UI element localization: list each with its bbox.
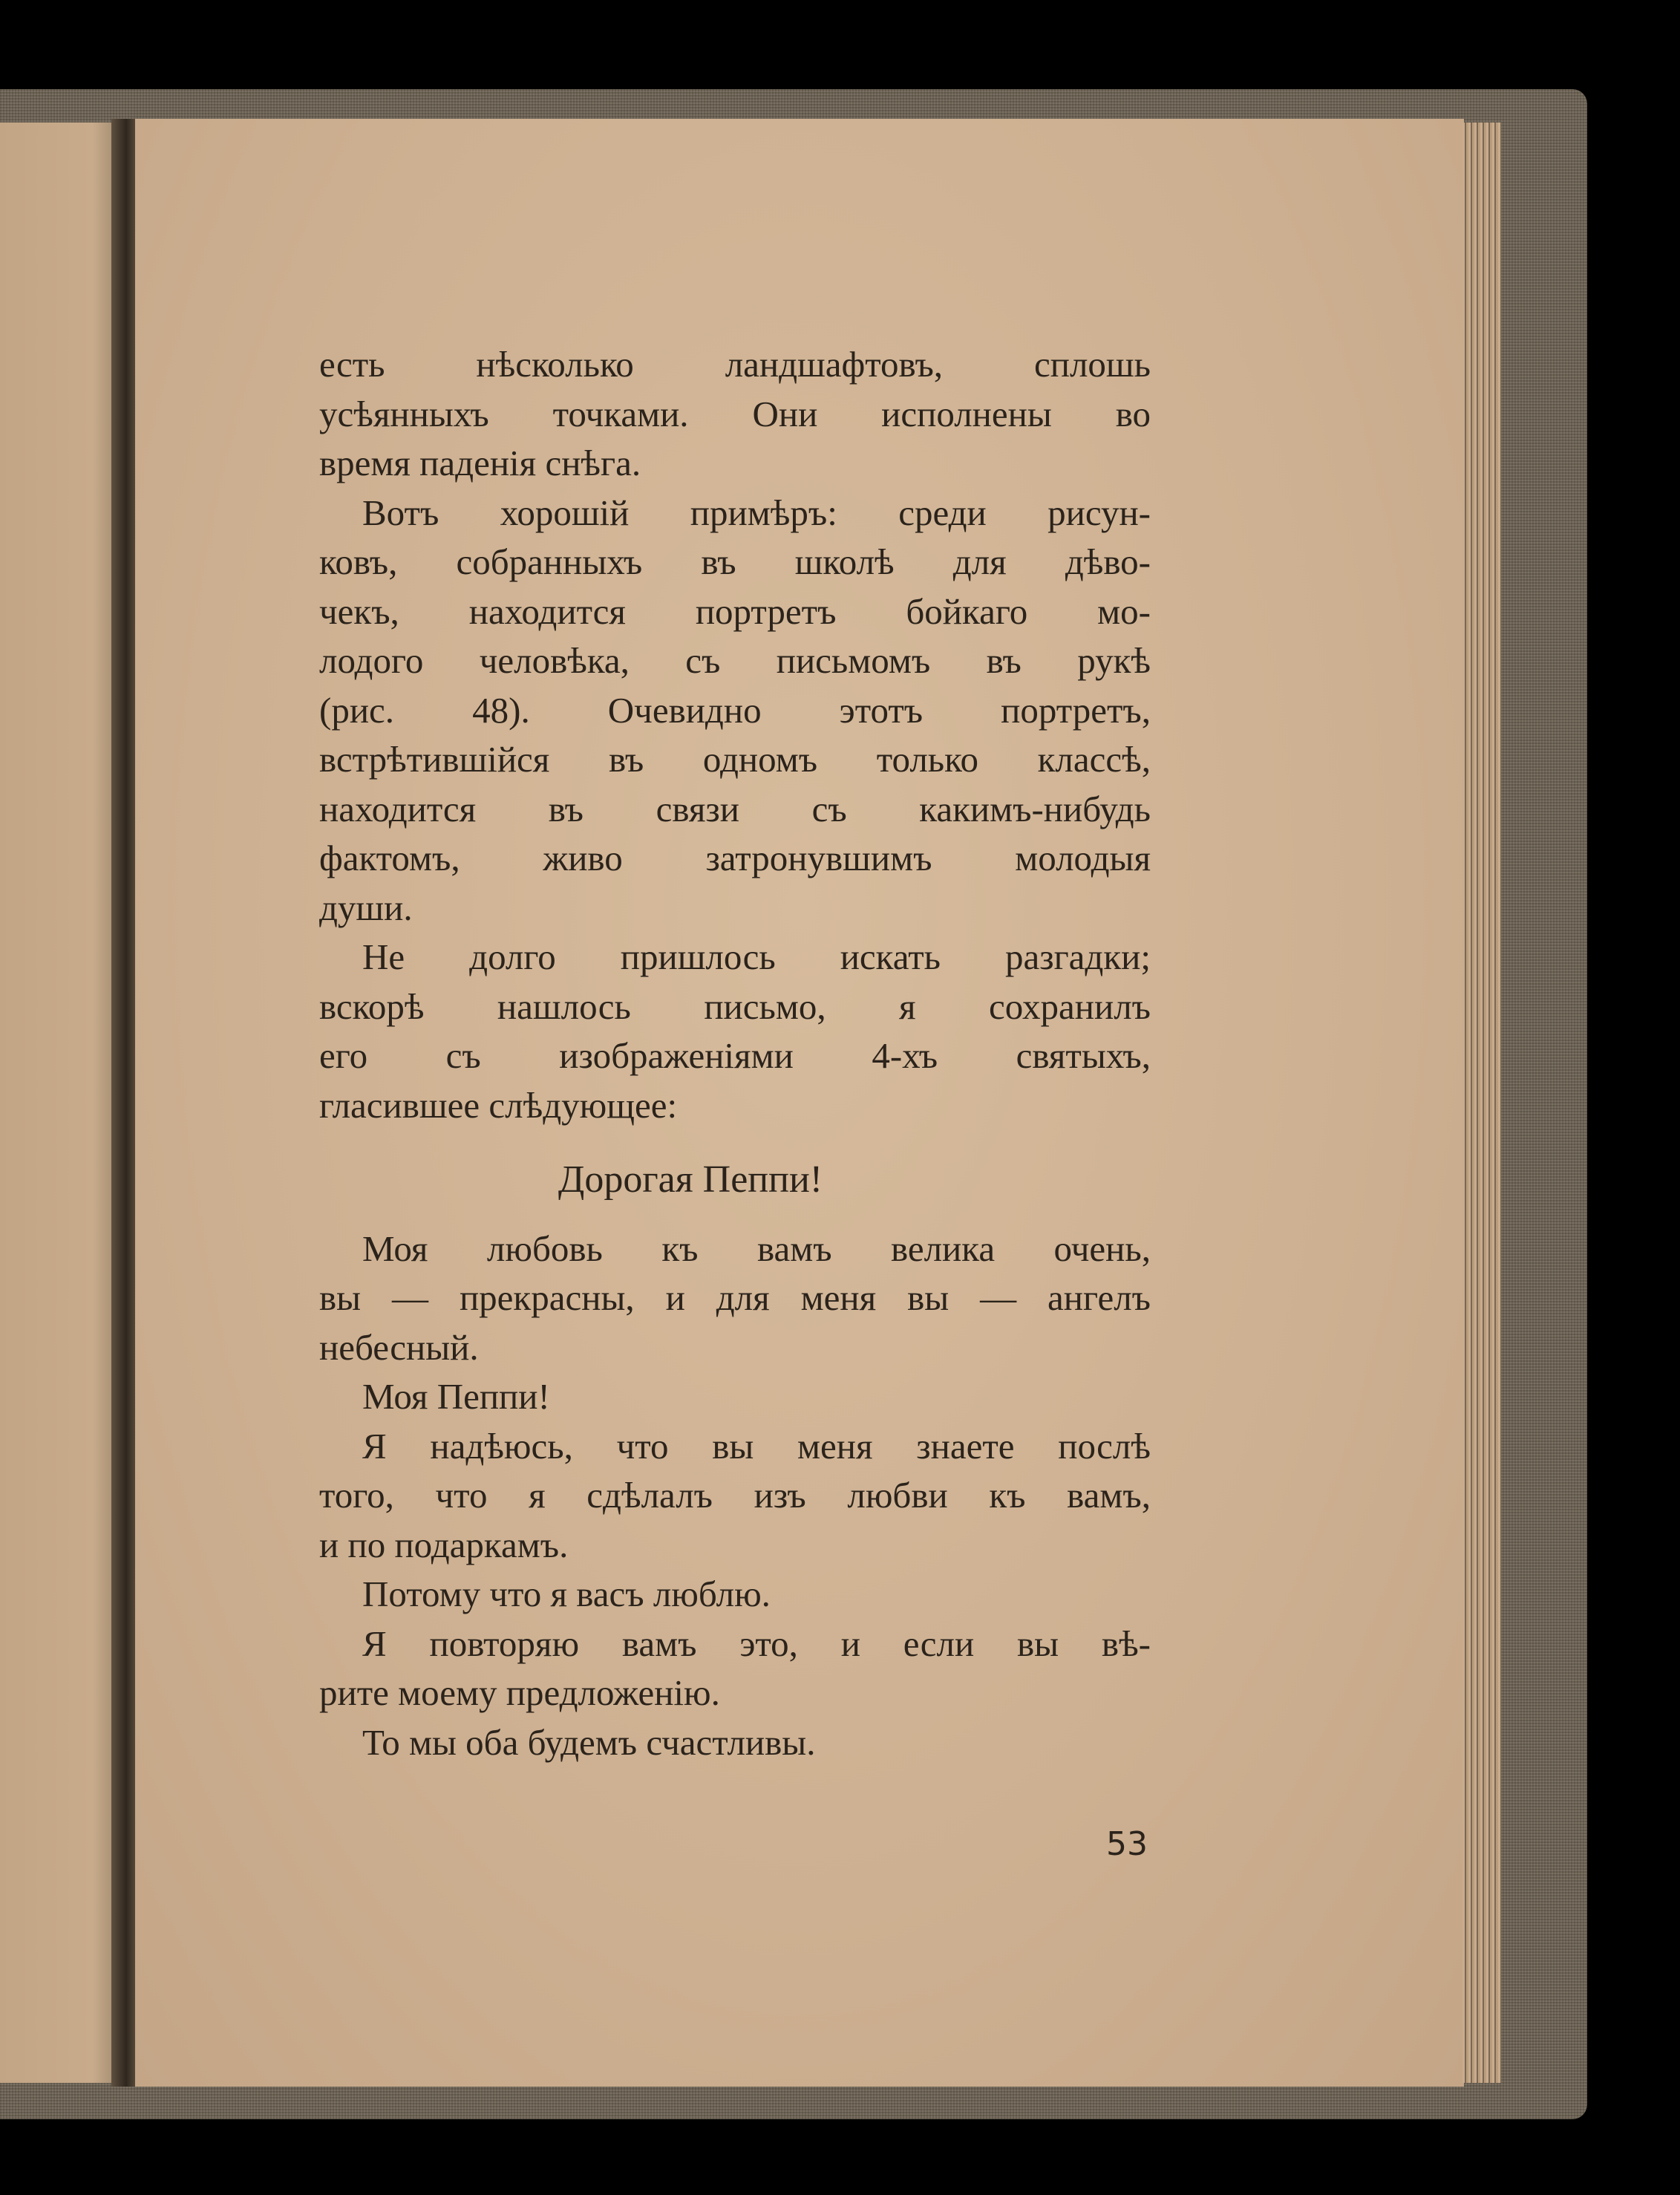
text-line: находится въ связи съ какимъ-нибудь bbox=[319, 788, 1151, 829]
letter-line: Моя Пеппи! bbox=[362, 1376, 550, 1417]
letter-line: рите моему предложенiю. bbox=[319, 1672, 720, 1713]
text-line: Вотъ хорошiй примѣръ: среди рисун- bbox=[362, 492, 1151, 533]
text-line: вскорѣ нашлось письмо, я сохранилъ bbox=[319, 985, 1151, 1027]
letter-line: Я надѣюсь, что вы меня знаете послѣ bbox=[362, 1425, 1151, 1467]
letter-heading: Дорогая Пеппи! bbox=[558, 1158, 823, 1201]
letter-line: Моя любовь къ вамъ велика очень, bbox=[362, 1227, 1151, 1269]
text-line: души. bbox=[319, 887, 413, 928]
text-line: лодого человѣка, съ письмомъ въ рукѣ bbox=[319, 640, 1151, 681]
letter-line: того, что я сдѣлалъ изъ любви къ вамъ, bbox=[319, 1475, 1151, 1516]
page-stack-edges bbox=[1462, 123, 1501, 2083]
text-line: гласившее слѣдующее: bbox=[319, 1084, 678, 1126]
text-line: ковъ, собранныхъ въ школѣ для дѣво- bbox=[319, 541, 1151, 582]
page-text-block bbox=[319, 340, 1151, 1767]
text-line: (рис. 48). Очевидно этотъ портретъ, bbox=[319, 689, 1151, 731]
text-line: усѣянныхъ точками. Они исполнены во bbox=[319, 393, 1151, 434]
text-line: Не долго пришлось искать разгадки; bbox=[362, 936, 1151, 977]
text-line: его съ изображенiями 4-хъ святыхъ, bbox=[319, 1035, 1151, 1076]
letter-line: Я повторяю вамъ это, и если вы вѣ- bbox=[362, 1622, 1151, 1664]
letter-line: Потому что я васъ люблю. bbox=[362, 1573, 771, 1614]
letter-line: небесный. bbox=[319, 1326, 479, 1368]
letter-line: То мы оба будемъ счастливы. bbox=[362, 1721, 816, 1763]
letter-line: вы — прекрасны, и для меня вы — ангелъ bbox=[319, 1277, 1151, 1318]
text-line: есть нѣсколько ландшафтовъ, сплошь bbox=[319, 344, 1151, 385]
page-number: 53 bbox=[1106, 1825, 1148, 1863]
text-line: чекъ, находится портретъ бойкаго мо- bbox=[319, 590, 1151, 632]
text-line: время паденiя снѣга. bbox=[319, 443, 641, 483]
text-line: фактомъ, живо затронувшимъ молодыя bbox=[319, 838, 1151, 878]
text-line: встрѣтившiйся въ одномъ только классѣ, bbox=[319, 739, 1151, 780]
letter-line: и по подаркамъ. bbox=[319, 1524, 569, 1565]
